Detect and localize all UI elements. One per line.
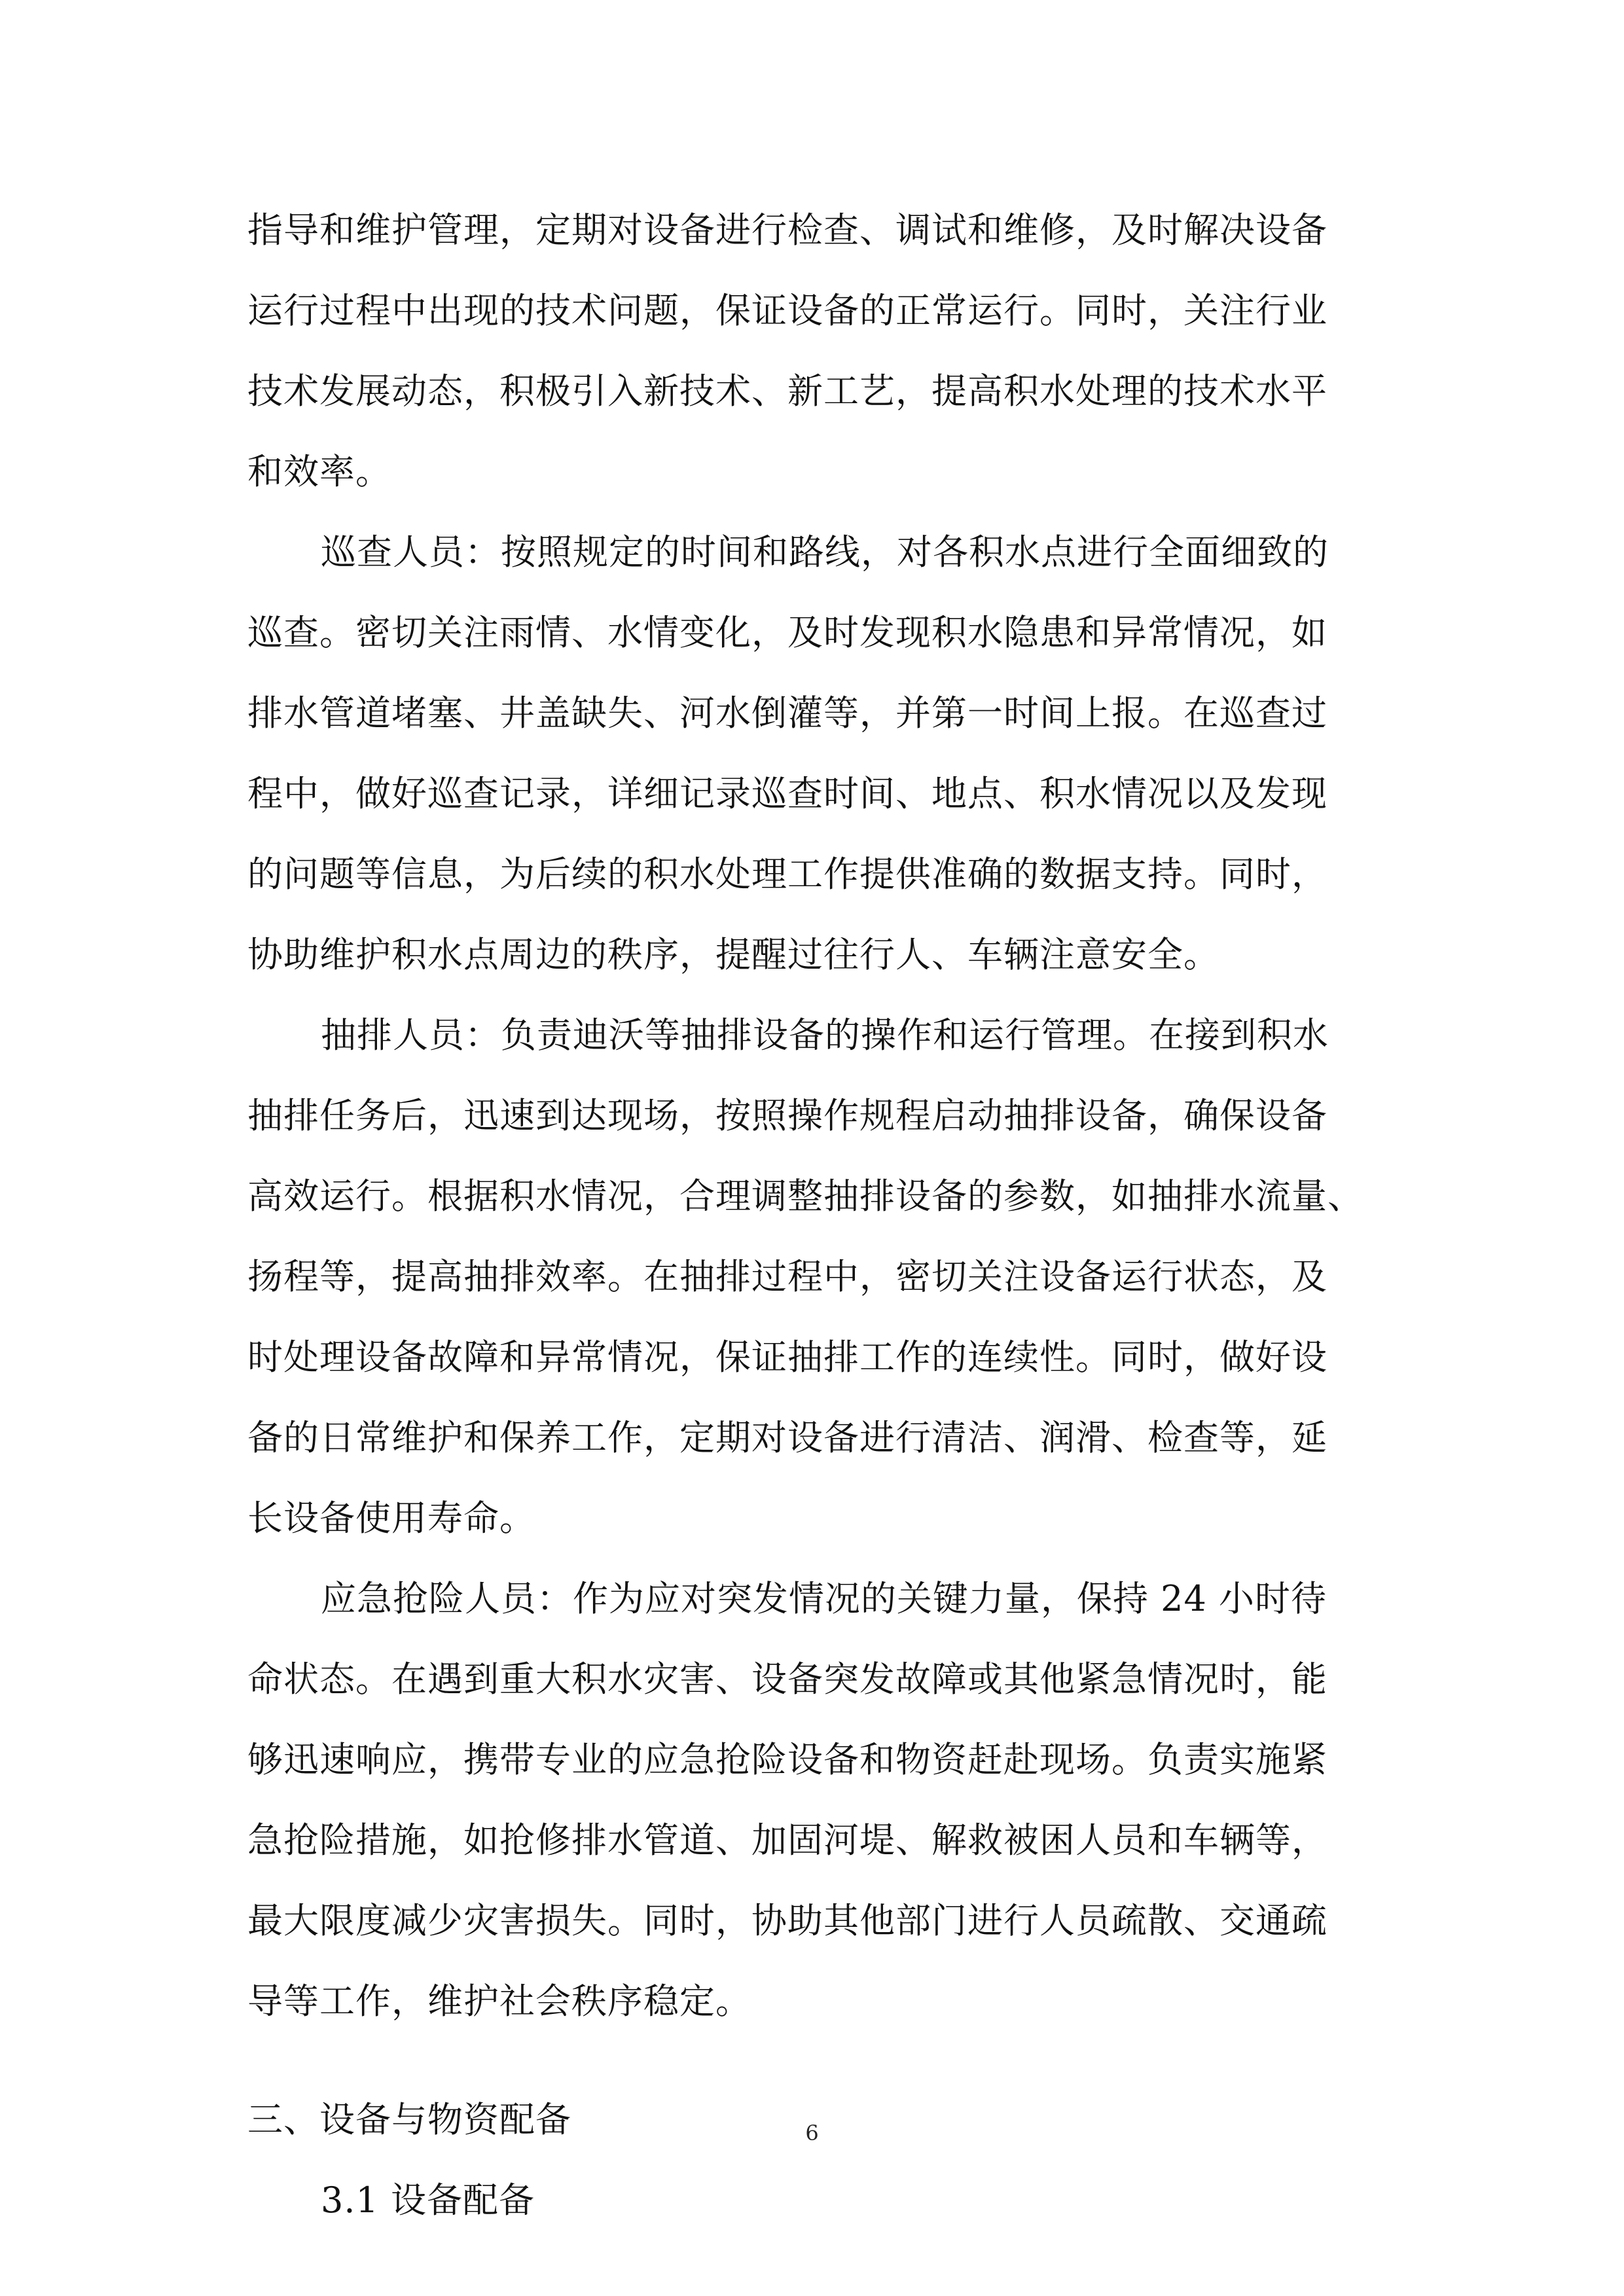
paragraph-equipment-maintenance [247, 190, 1399, 512]
paragraph-patrol-staff [247, 512, 1399, 995]
page-body [247, 190, 1399, 2240]
spacer [247, 2041, 1399, 2079]
text-line: 排水管道堵塞、井盖缺失、河水倒灌等，并第一时间上报。在巡查过 [247, 692, 1327, 734]
text-line: 抽排人员：负责迪沃等抽排设备的操作和运行管理。在接到积水 [321, 1014, 1329, 1056]
text-line: 运行过程中出现的技术问题，保证设备的正常运行。同时，关注行业 [247, 290, 1327, 331]
paragraph-emergency-staff [247, 1558, 1399, 2041]
text-line: 备的日常维护和保养工作，定期对设备进行清洁、润滑、检查等，延 [247, 1417, 1327, 1458]
text-line: 扬程等，提高抽排效率。在抽排过程中，密切关注设备运行状态，及 [247, 1256, 1327, 1297]
text-line: 巡查。密切关注雨情、水情变化，及时发现积水隐患和异常情况，如 [247, 612, 1327, 653]
section-heading: 三、设备与物资配备 [247, 2099, 571, 2140]
page-number: 6 [805, 2121, 819, 2145]
paragraph-pumping-staff [247, 995, 1399, 1558]
text-line: 指导和维护管理，定期对设备进行检查、调试和维修，及时解决设备 [247, 209, 1327, 251]
text-line: 最大限度减少灾害损失。同时，协助其他部门进行人员疏散、交通疏 [247, 1900, 1327, 1941]
text-line: 时处理设备故障和异常情况，保证抽排工作的连续性。同时，做好设 [247, 1336, 1327, 1378]
text-line: 的问题等信息，为后续的积水处理工作提供准确的数据支持。同时， [247, 853, 1327, 895]
text-line: 导等工作，维护社会秩序稳定。 [247, 1981, 751, 2022]
subsection-heading: 3.1 设备配备 [321, 2179, 535, 2221]
text-line: 巡查人员：按照规定的时间和路线，对各积水点进行全面细致的 [321, 531, 1329, 573]
text-line: 命状态。在遇到重大积水灾害、设备突发故障或其他紧急情况时，能 [247, 1659, 1327, 1700]
text-line: 程中，做好巡查记录，详细记录巡查时间、地点、积水情况以及发现 [247, 773, 1327, 814]
text-line: 和效率。 [247, 451, 391, 492]
text-line: 抽排任务后，迅速到达现场，按照操作规程启动抽排设备，确保设备 [247, 1095, 1327, 1136]
text-line: 应急抢险人员：作为应对突发情况的关键力量，保持 24 小时待 [321, 1578, 1327, 1619]
text-line: 长设备使用寿命。 [247, 1498, 535, 1539]
text-line: 够迅速响应，携带专业的应急抢险设备和物资赶赴现场。负责实施紧 [247, 1739, 1327, 1780]
text-line: 技术发展动态，积极引入新技术、新工艺，提高积水处理的技术水平 [247, 370, 1327, 412]
text-line: 协助维护积水点周边的秩序，提醒过往行人、车辆注意安全。 [247, 934, 1219, 975]
text-line: 高效运行。根据积水情况，合理调整抽排设备的参数，如抽排水流量、 [247, 1175, 1363, 1217]
text-line: 急抢险措施，如抢修排水管道、加固河堤、解救被困人员和车辆等， [247, 1820, 1327, 1861]
